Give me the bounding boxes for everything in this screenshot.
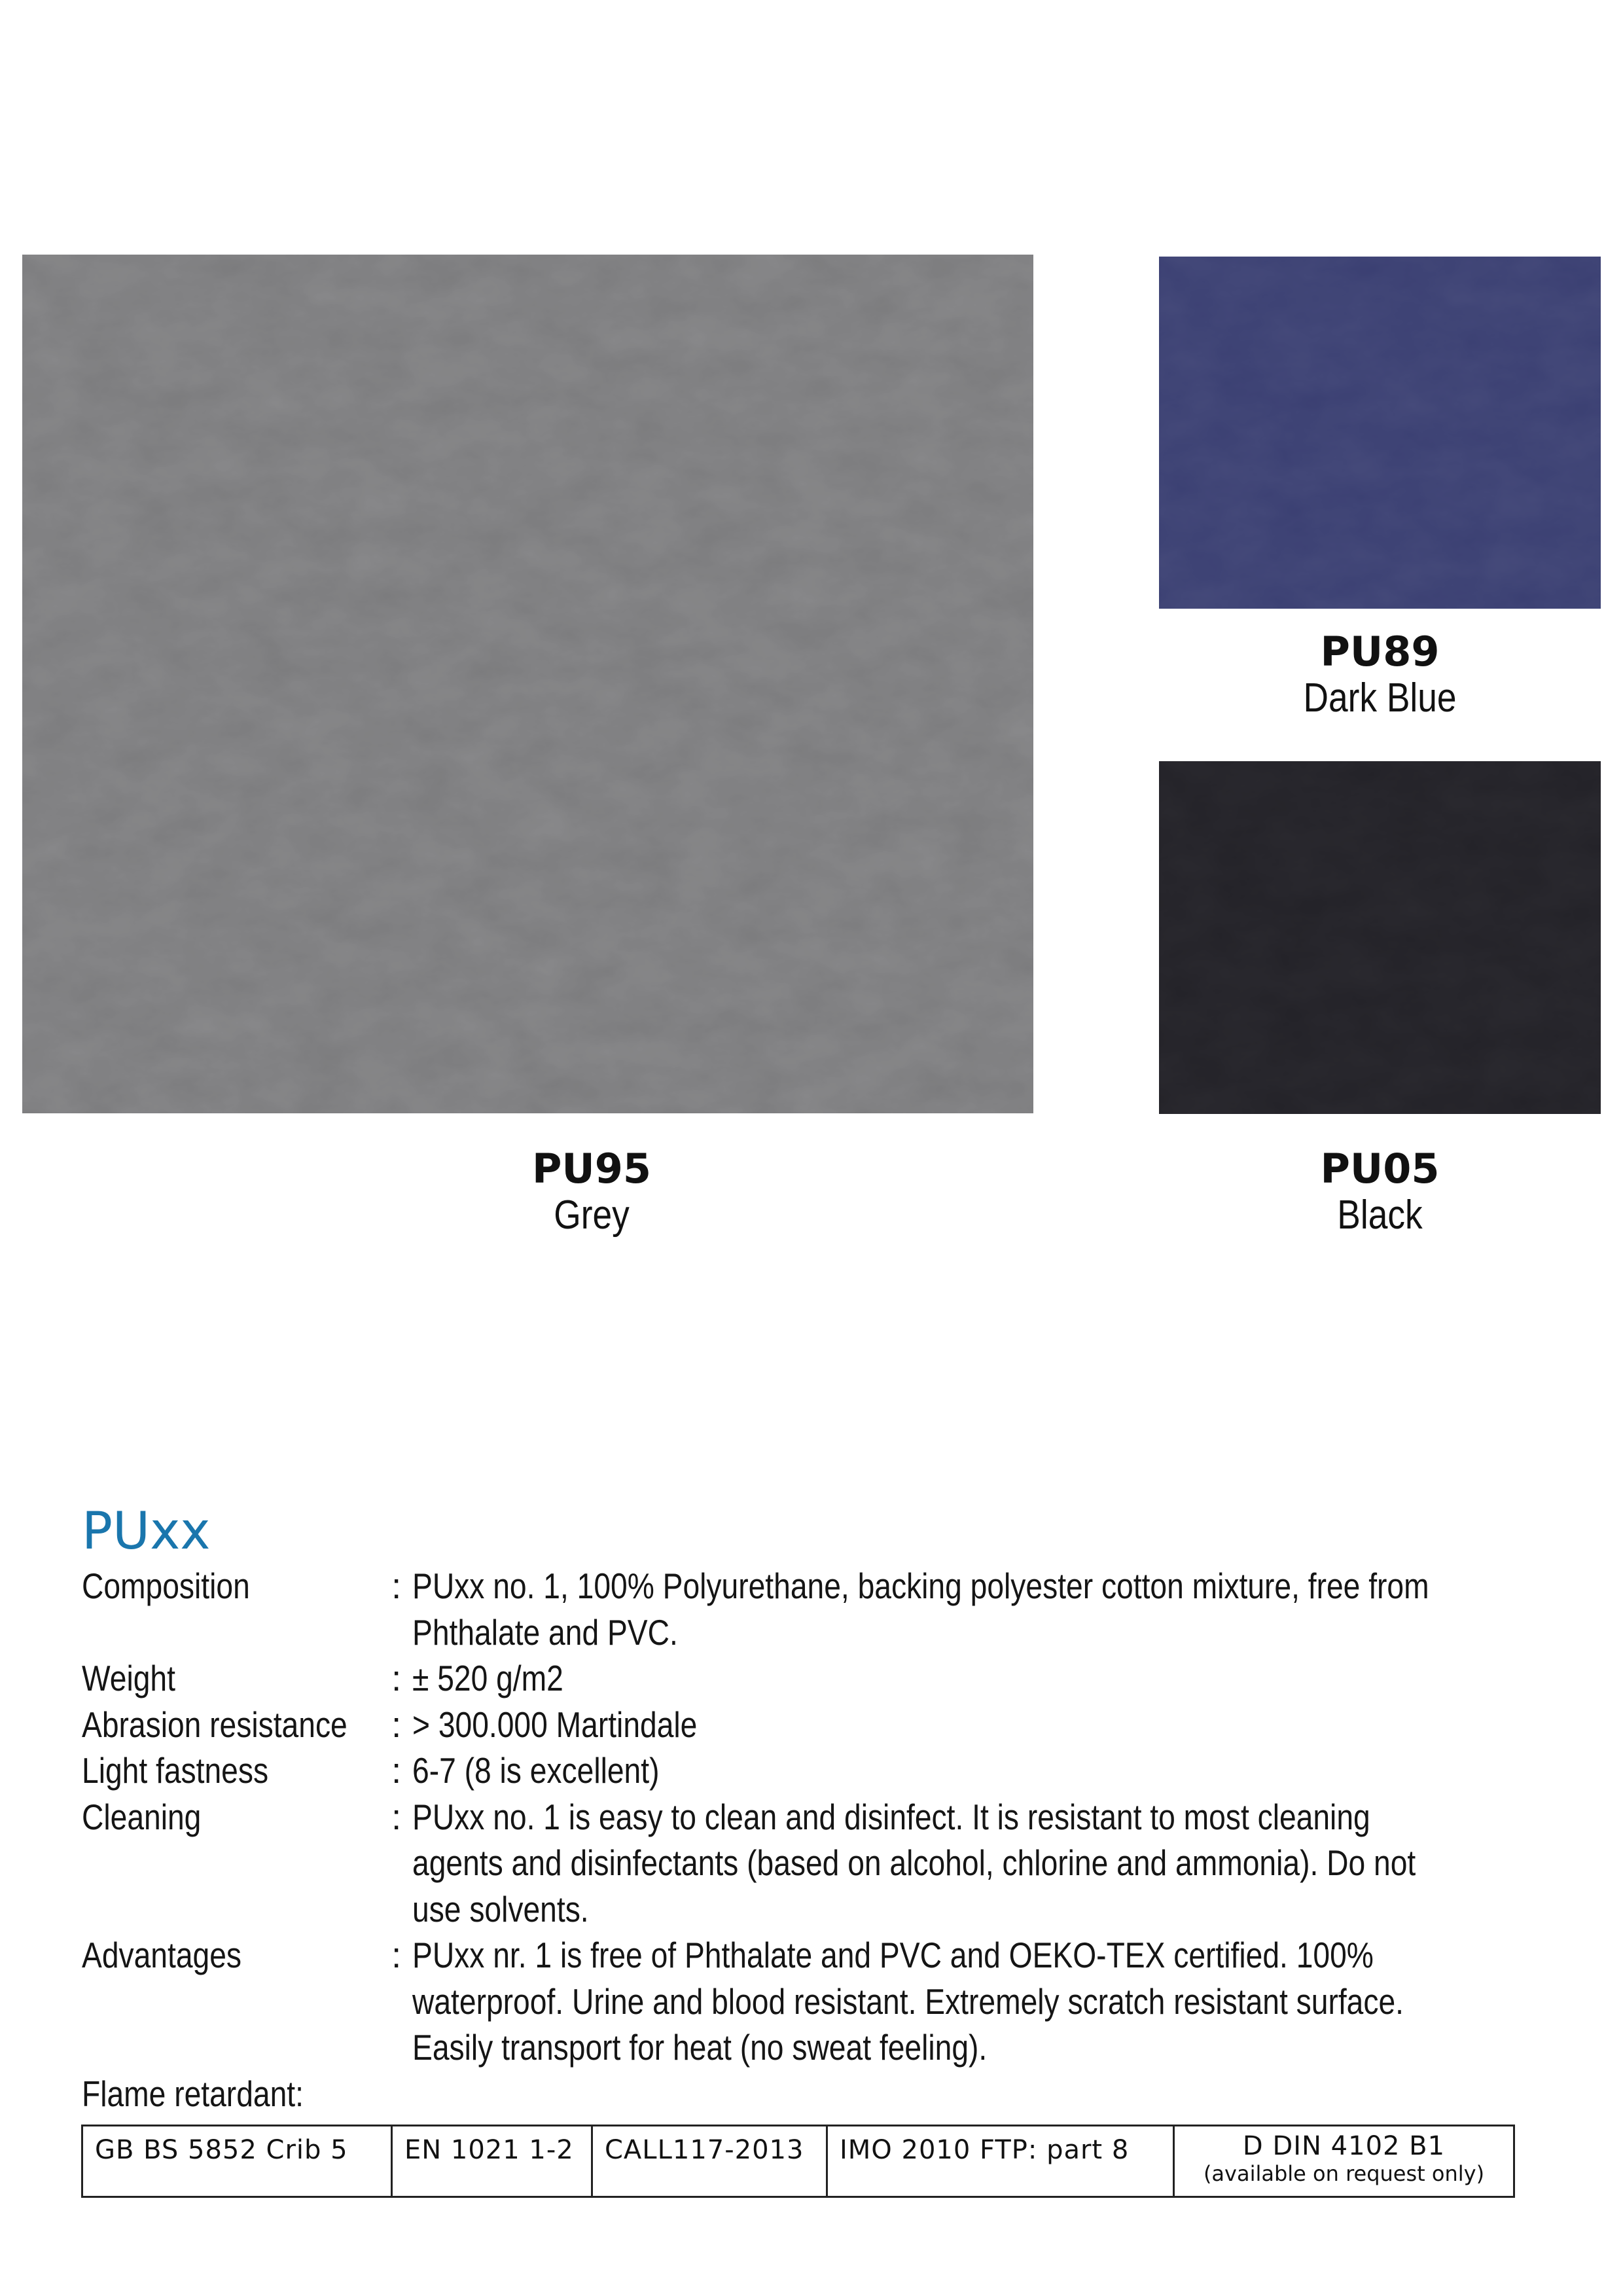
cert-note: (available on request only) — [1203, 2161, 1485, 2186]
spec-light-fastness — [82, 1748, 1548, 1794]
swatch-black-texture — [1159, 761, 1601, 1114]
spec-value-line: 6-7 (8 is excellent) — [412, 1750, 660, 1791]
spec-advantages — [82, 1932, 1548, 2071]
spec-separator: : — [391, 1935, 402, 1975]
spec-value-line: Easily transport for heat (no sweat feeling). — [412, 2027, 988, 2068]
spec-value-line: Phthalate and PVC. — [412, 1611, 678, 1653]
spec-composition — [82, 1563, 1548, 1655]
spec-value-line: ± 520 g/m2 — [412, 1658, 563, 1698]
spec-value-line: use solvents. — [412, 1888, 589, 1929]
swatch-grey-texture — [22, 255, 1033, 1113]
cert-cell — [82, 2126, 392, 2197]
caption-pu95 — [22, 1145, 1161, 1238]
swatch-black — [1159, 761, 1601, 1114]
swatch-name: Black — [1337, 1193, 1423, 1238]
spec-separator: : — [391, 1704, 402, 1745]
flame-retardant-label: Flame retardant: — [82, 2073, 304, 2114]
swatch-dark-blue-texture — [1159, 257, 1601, 609]
spec-label: Advantages — [82, 1935, 242, 1975]
spec-value-line: PUxx no. 1, 100% Polyurethane, backing polyester cotton mixture, free from — [412, 1566, 1429, 1606]
spec-value-line: PUxx no. 1 is easy to clean and disinfect. It is resistant to most cleaning — [412, 1796, 1370, 1837]
cert-cell — [1174, 2126, 1514, 2197]
swatch-grey — [22, 255, 1033, 1113]
swatch-dark-blue — [1159, 257, 1601, 609]
caption-pu05 — [1159, 1145, 1601, 1238]
certification-table — [81, 2125, 1515, 2198]
spec-label: Weight — [82, 1658, 175, 1698]
cert-text: CALL117-2013 — [605, 2135, 804, 2165]
spec-value-line: agents and disinfectants (based on alcohol, chlorine and ammonia). Do not — [412, 1842, 1416, 1883]
swatch-code: PU89 — [1320, 628, 1440, 675]
spec-separator: : — [391, 1566, 402, 1606]
spec-separator: : — [391, 1750, 402, 1791]
swatch-code: PU05 — [1320, 1145, 1440, 1193]
spec-label: Abrasion resistance — [82, 1704, 348, 1745]
spec-label: Light fastness — [82, 1750, 269, 1791]
cert-cell — [392, 2126, 592, 2197]
swatch-name: Grey — [554, 1193, 630, 1238]
spec-value-line: > 300.000 Martindale — [412, 1704, 698, 1745]
cert-text: D DIN 4102 B1 — [1242, 2131, 1446, 2161]
spec-label: Cleaning — [82, 1796, 202, 1837]
spec-value-line: waterproof. Urine and blood resistant. Extremely scratch resistant surface. — [412, 1981, 1404, 2022]
spec-weight — [82, 1655, 1548, 1702]
spec-label: Composition — [82, 1566, 250, 1606]
spec-value-line: PUxx nr. 1 is free of Phthalate and PVC and OEKO-TEX certified. 100% — [412, 1935, 1374, 1975]
cert-cell — [827, 2126, 1174, 2197]
spec-abrasion-resistance — [82, 1702, 1548, 1748]
spec-separator: : — [391, 1796, 402, 1837]
cert-text: EN 1021 1-2 — [404, 2135, 574, 2165]
cert-text: GB BS 5852 Crib 5 — [95, 2135, 348, 2165]
product-title: PUxx — [82, 1502, 211, 1561]
table-row — [82, 2126, 1514, 2197]
spec-separator: : — [391, 1658, 402, 1698]
swatch-name: Dark Blue — [1303, 675, 1457, 721]
caption-pu89 — [1159, 628, 1601, 721]
swatch-code: PU95 — [531, 1145, 652, 1193]
spec-cleaning — [82, 1794, 1548, 1933]
cert-cell — [592, 2126, 827, 2197]
cert-text: IMO 2010 FTP: part 8 — [840, 2135, 1130, 2165]
spec-list — [82, 1563, 1548, 2071]
